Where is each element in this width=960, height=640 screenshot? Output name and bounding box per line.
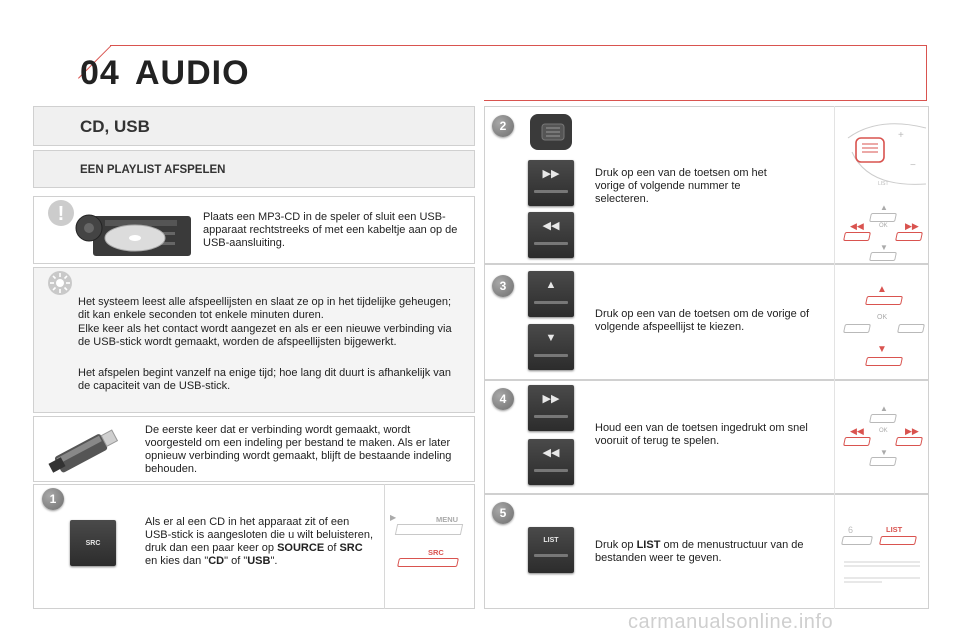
step3-up-highlight	[865, 296, 903, 305]
prev-icon: ◀◀	[542, 220, 560, 232]
step1-src: SRC	[339, 542, 363, 554]
step3-down-arrow: ▼	[877, 344, 887, 355]
list-button-image[interactable]	[528, 527, 574, 573]
menu-button-outline	[395, 524, 463, 535]
step3-ok-label: OK	[877, 314, 888, 321]
step3-up-arrow: ▲	[877, 284, 887, 295]
step4-text: Houd een van de toetsen ingedrukt om snel vooruit of terug te spelen.	[595, 422, 808, 447]
svg-text:!: !	[57, 203, 65, 225]
header-red-bottom	[484, 100, 927, 101]
step3-text: Druk op een van de toetsen om de vorige of volgende afspeellijst te kiezen.	[595, 308, 810, 333]
info-sun-icon	[47, 270, 73, 296]
step5-divider	[834, 494, 835, 609]
step1-end: ".	[270, 555, 278, 567]
step5-list: LIST	[636, 539, 661, 551]
step5-text	[595, 539, 830, 565]
step1-of2: " of "	[224, 555, 248, 567]
radio-unit-image	[75, 206, 193, 258]
warning-icon	[46, 198, 76, 228]
step2-down-outline	[869, 252, 897, 261]
step-3-badge: 3	[492, 275, 514, 297]
step4-up-outline	[869, 414, 897, 423]
step1-usb: USB	[247, 555, 271, 567]
step4-next-highlight	[895, 437, 923, 446]
step1-source: SOURCE	[277, 542, 325, 554]
step-1-badge: 1	[42, 488, 64, 510]
info-paragraph-2: Elke keer als het contact wordt aangezet en als er een nieuwe verbinding via de USB-stick wordt gemaakt, worden de afspeellijsten bijgewerkt.	[78, 323, 452, 348]
step5-list-highlight	[879, 536, 917, 545]
src-highlight-button	[397, 558, 459, 567]
up-icon: ▲	[545, 278, 557, 291]
step2-up-outline	[869, 213, 897, 222]
chapter-title: AUDIO	[135, 54, 250, 92]
play-icon: ▶	[390, 513, 397, 522]
src-button-label: SRC	[85, 539, 101, 547]
down-button-image[interactable]	[528, 324, 574, 370]
step2-next-arrow: ▶▶	[905, 221, 919, 231]
section-subtitle: EEN PLAYLIST AFSPELEN	[80, 164, 226, 176]
svg-text:+: +	[898, 130, 904, 141]
step5-list-label: LIST	[886, 525, 903, 534]
step2-text: Druk op een van de toetsen om het vorige of volgende nummer te selecteren.	[595, 167, 767, 205]
step3-divider	[834, 264, 835, 380]
step2-down-arrow: ▼	[880, 243, 888, 252]
step-4-badge: 4	[492, 388, 514, 410]
step2-ok-label: OK	[879, 223, 888, 229]
insert-text: Plaats een MP3-CD in de speler of sluit een USB-apparaat rechtstreeks of met een kabeltje aan op de USB-aansluiting.	[203, 211, 458, 249]
watermark: carmanualsonline.info	[628, 611, 834, 633]
svg-text:−: −	[910, 160, 916, 171]
step4-ok-label: OK	[879, 428, 888, 434]
step4-down-outline	[869, 457, 897, 466]
step1-text-b: en kies dan "	[145, 555, 209, 567]
step4-up-arrow: ▲	[880, 404, 888, 413]
up-button-image[interactable]	[528, 271, 574, 317]
step5-six-label: 6	[848, 525, 854, 535]
step1-text-a: Als er al een CD in het apparaat zit of een USB-stick is aangesloten die u wilt beluisteren, druk dan een paar keer op	[145, 516, 374, 554]
step-2-badge: 2	[492, 115, 514, 137]
usb-text: De eerste keer dat er verbinding wordt gemaakt, wordt voorgesteld om een indeling per bestand te maken. Als er later opnieuw verbinding wordt gemaakt, blijft de bestaande indeling behouden.	[145, 424, 452, 475]
steering-button-image	[528, 108, 574, 154]
step2-list-label: LIST	[878, 181, 889, 187]
step2-next-highlight	[895, 232, 923, 241]
step2-prev-highlight	[843, 232, 871, 241]
step4-divider	[834, 380, 835, 494]
info-paragraph-3: Het afspelen begint vanzelf na enige tijd; hoe lang dit duurt is afhankelijk van de capaciteit van de USB-stick.	[78, 367, 452, 392]
step5-six-outline	[841, 536, 873, 545]
chapter-number: 04	[80, 54, 120, 92]
down-icon: ▼	[545, 331, 557, 344]
step5-panel-lines	[842, 556, 922, 596]
header-red-right	[926, 45, 927, 101]
step3-right-outline	[897, 324, 925, 333]
step1-text	[145, 516, 375, 568]
menu-label: MENU	[436, 515, 459, 524]
step5-text-b: om de menustructuur van de bestanden weer te geven.	[595, 539, 804, 564]
info-paragraph-1: Het systeem leest alle afspeellijsten en slaat ze op in het tijdelijke geheugen; dit kan enkele seconden tot enkele minuten duren.	[78, 296, 452, 321]
step2-divider	[834, 106, 835, 264]
step1-divider	[384, 484, 385, 609]
step-5-badge: 5	[492, 502, 514, 524]
usb-stick-image	[44, 426, 126, 474]
step3-down-highlight	[865, 357, 903, 366]
src-button-image[interactable]	[70, 520, 116, 566]
rewind-icon: ◀◀	[542, 447, 560, 459]
src-highlight-label: SRC	[428, 548, 444, 557]
next-button-image[interactable]	[528, 160, 574, 206]
step3-left-outline	[843, 324, 871, 333]
rewind-button-image[interactable]	[528, 439, 574, 485]
step4-prev-highlight	[843, 437, 871, 446]
prev-button-image[interactable]	[528, 212, 574, 258]
step2-prev-arrow: ◀◀	[850, 221, 864, 231]
section-title: CD, USB	[80, 117, 150, 136]
step4-next-arrow: ▶▶	[905, 426, 919, 436]
fastforward-icon: ▶▶	[542, 393, 560, 405]
list-button-label: LIST	[543, 537, 559, 544]
fastforward-button-image[interactable]	[528, 385, 574, 431]
step5-text-a: Druk op	[595, 539, 637, 551]
step4-prev-arrow: ◀◀	[850, 426, 864, 436]
step2-up-arrow: ▲	[880, 203, 888, 212]
header-red-line	[110, 45, 926, 46]
next-icon: ▶▶	[542, 168, 560, 180]
step1-of1: of	[324, 542, 340, 554]
step4-down-arrow: ▼	[880, 448, 888, 457]
step1-cd: CD	[208, 555, 225, 567]
